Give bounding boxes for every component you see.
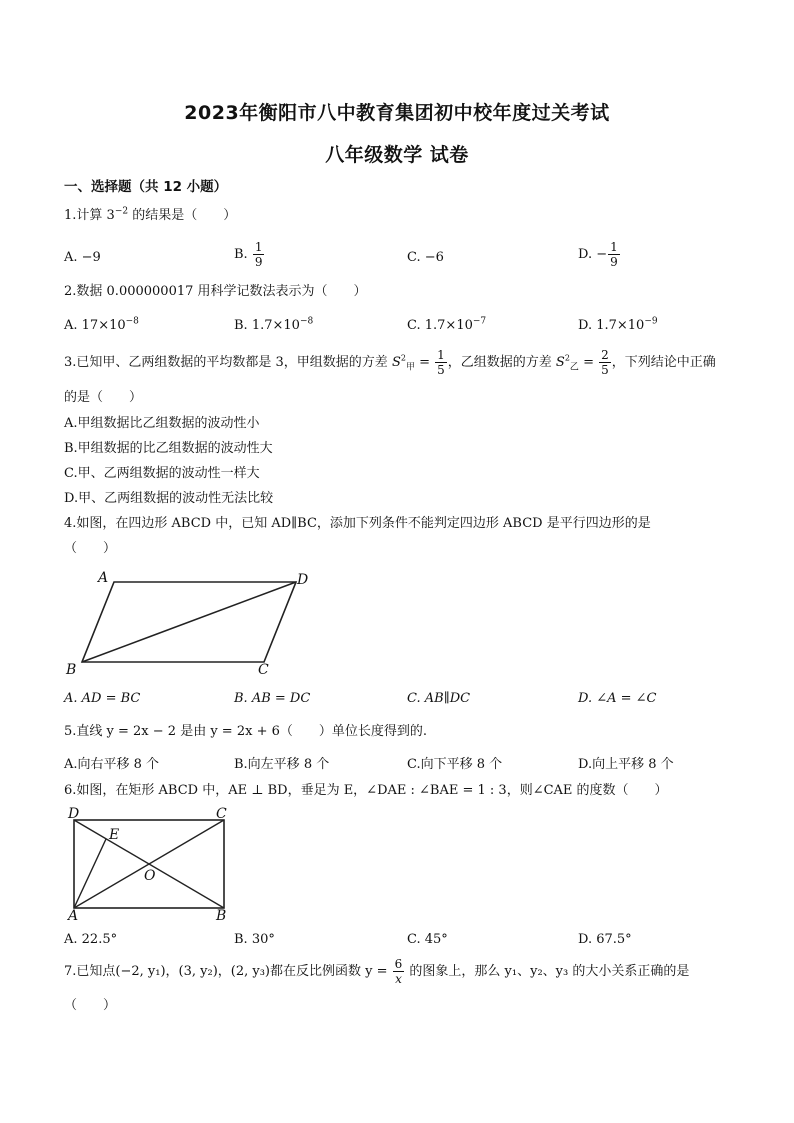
q2-option-c — [407, 317, 486, 335]
q2-option-b — [234, 317, 313, 335]
q1-prefix: 1.计算 3 — [64, 208, 115, 223]
question-7-line2: （ ） — [64, 998, 117, 1013]
q7-frac-den: x — [395, 972, 402, 986]
q7-part1: 7.已知点(−2, y₁)，(3, y₂)，(2, y₃)都在反比例函数 y = — [64, 964, 392, 979]
vertex-d-label: D — [297, 572, 309, 588]
point-e-label: E — [109, 827, 120, 843]
q4-option-a: A. AD = BC — [64, 691, 141, 706]
q4-parallelogram-figure — [60, 566, 320, 686]
q6-option-a: A. 22.5° — [64, 932, 118, 947]
vertex-b-label: B — [66, 662, 77, 678]
q3-frac1-num: 1 — [437, 348, 445, 362]
q7-part2: 的图象上，那么 y₁、y₂、y₃ 的大小关系正确的是 — [405, 964, 690, 979]
q1-d-den: 9 — [610, 255, 618, 269]
q3-s-jia: S — [391, 355, 401, 370]
q5-option-c: C.向下平移 8 个 — [407, 757, 503, 772]
question-4-stem: 4.如图，在四边形 ABCD 中，已知 AD∥BC，添加下列条件不能判定四边形 ABCD 是平行四边形的是 — [64, 516, 651, 531]
q2-option-a — [64, 317, 139, 335]
q3-part3: ，下列结论中正确 — [611, 355, 716, 370]
q3-s-yi: S — [555, 355, 565, 370]
q2-d-exp: −9 — [644, 316, 658, 327]
q1-option-a: A. −9 — [64, 250, 101, 265]
q6-option-c: C. 45° — [407, 932, 448, 947]
question-1-stem — [64, 207, 734, 225]
vertex-c-label: C — [258, 662, 269, 678]
q3-part1: 3.已知甲、乙两组数据的平均数都是 3，甲组数据的方差 — [64, 355, 392, 370]
q6-option-d: D. 67.5° — [578, 932, 632, 947]
question-2-stem: 2.数据 0.000000017 用科学记数法表示为（ ） — [64, 284, 367, 299]
diagonal-bd — [82, 582, 296, 662]
q3-frac-2 — [599, 348, 611, 377]
q3-frac-1 — [435, 348, 447, 377]
q4-option-b: B. AB = DC — [234, 691, 311, 706]
q1-b-label: B. — [234, 247, 252, 262]
point-o-label: O — [144, 868, 156, 884]
q2-option-d — [578, 317, 658, 335]
q2-b-base: B. 1.7×10 — [234, 318, 300, 333]
vertex-c-label: C — [216, 806, 227, 822]
q3-option-c: C.甲、乙两组数据的波动性一样大 — [64, 466, 260, 481]
q7-frac-num: 6 — [394, 957, 403, 971]
q3-option-a: A.甲组数据比乙组数据的波动性小 — [64, 416, 260, 431]
q7-fraction — [393, 957, 405, 986]
q3-option-b: B.甲组数据的比乙组数据的波动性大 — [64, 441, 273, 456]
q1-d-fraction — [608, 240, 620, 269]
q1-b-den: 9 — [254, 255, 263, 269]
segment-ae — [74, 839, 106, 908]
vertex-d-label: D — [68, 806, 80, 822]
vertex-a-label: A — [68, 908, 79, 922]
q3-frac1-den: 5 — [437, 363, 445, 377]
q6-option-b: B. 30° — [234, 932, 275, 947]
q1-suffix: 的结果是（ ） — [128, 208, 237, 223]
q1-b-fraction — [253, 240, 265, 269]
q3-frac2-num: 2 — [601, 348, 609, 362]
question-6-stem: 6.如图，在矩形 ABCD 中，AE ⊥ BD，垂足为 E，∠DAE : ∠BAE = 1 : 3，则∠CAE 的度数（ ） — [64, 783, 668, 798]
q1-option-d — [578, 240, 621, 269]
vertex-a-label: A — [98, 570, 109, 586]
q1-option-b — [234, 240, 265, 269]
q3-frac2-den: 5 — [601, 363, 609, 377]
section-heading: 一、选择题（共 12 小题） — [64, 179, 228, 195]
question-7-stem — [64, 957, 734, 987]
q5-option-a: A.向右平移 8 个 — [64, 757, 160, 772]
question-3-stem: 3.已知甲、乙两组数据的平均数都是 3，甲组数据的方差 $S^2_甲$ = $\frac{1}{5}$ ，乙组数据的方差 $S^2_乙$ = $\frac{2}{5}$ ，下列结论中正确 — [64, 348, 716, 377]
q2-d-base: D. 1.7×10 — [578, 318, 645, 333]
q2-c-base: C. 1.7×10 — [407, 318, 473, 333]
q3-part2: ，乙组数据的方差 — [447, 355, 556, 370]
q1-exponent: −2 — [114, 206, 129, 217]
q1-b-num: 1 — [254, 240, 263, 254]
q2-a-exp: −8 — [125, 316, 139, 327]
q2-c-exp: −7 — [472, 316, 487, 327]
q1-d-num: 1 — [610, 240, 618, 254]
q6-rectangle-figure — [60, 806, 250, 922]
q4-option-d: D. ∠A = ∠C — [578, 691, 657, 706]
exam-title: 2023年衡阳市八中教育集团初中校年度过关考试 — [184, 102, 610, 124]
q3-sub-jia: 甲 — [405, 362, 415, 373]
question-3-line2: 的是（ ） — [64, 390, 143, 405]
q3-option-d: D.甲、乙两组数据的波动性无法比较 — [64, 491, 274, 506]
q5-option-d: D.向上平移 8 个 — [578, 757, 674, 772]
q1-option-c: C. −6 — [407, 250, 444, 265]
q5-option-b: B.向左平移 8 个 — [234, 757, 330, 772]
q1-d-label: D. − — [578, 247, 608, 262]
q2-b-exp: −8 — [299, 316, 314, 327]
q2-a-base: A. 17×10 — [64, 318, 126, 333]
exam-subtitle: 八年级数学 试卷 — [325, 144, 469, 166]
question-5-stem: 5.直线 y = 2x − 2 是由 y = 2x + 6（ ）单位长度得到的. — [64, 724, 427, 739]
q3-sub-yi: 乙 — [569, 362, 579, 373]
q4-option-c: C. AB∥DC — [407, 691, 471, 706]
vertex-b-label: B — [216, 908, 227, 922]
question-4-line2: （ ） — [64, 541, 117, 556]
